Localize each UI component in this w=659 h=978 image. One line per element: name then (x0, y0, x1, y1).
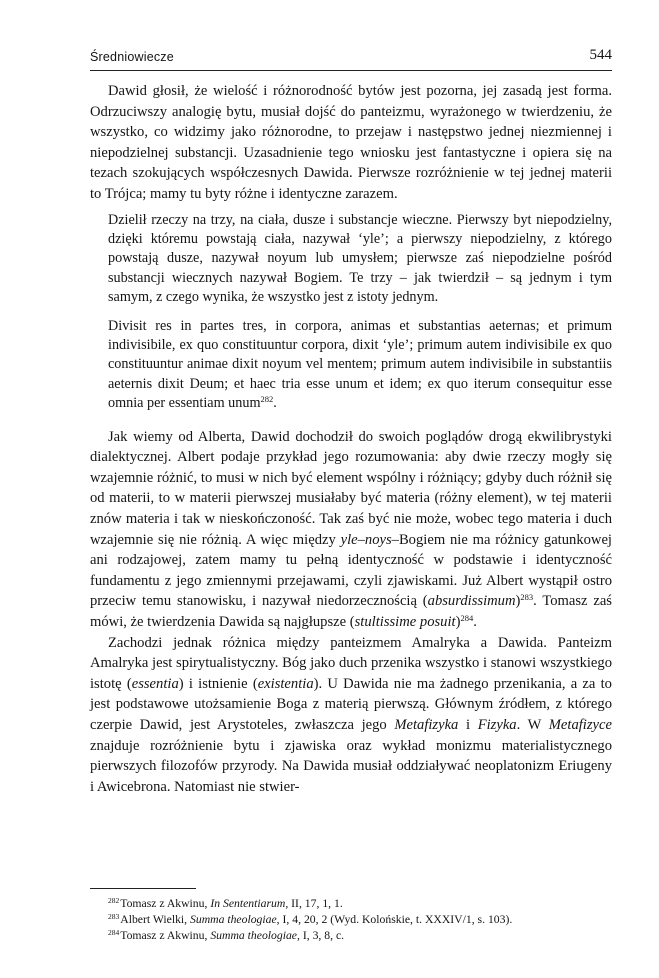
footnote-ref-283[interactable]: 283 (520, 592, 534, 603)
p2-text-d: . Tomasz zaś mówi, że twierdzenia Dawida są najgłupsze ( (90, 593, 612, 630)
footnote-283 (90, 912, 612, 928)
p3-text-d: i (458, 716, 478, 733)
main-text (90, 81, 612, 797)
footnote-title: In Sententiarum (210, 897, 286, 910)
page (90, 44, 612, 797)
quote-latin-text: Divisit res in partes tres, in corpora, animas et substantias aeternas; et primum indivisibile, ex quo constituuntur corpora, dixit ‘yle’; primum autem indivisibile ex quo constituuntur animae dixit noyum vel mentem; primum autem indivisibile in substantiis aeternis dixit Deum; et haec tria esse unum et idem; ex quo iterum consequitur esse omnia per essentiam unum (108, 317, 612, 412)
p3-text-f: znajduje rozróżnienie bytu i zjawiska oraz wykład monizmu materialistycznego pierwszych filozofów przyrody. Na Dawida musiał oddziaływać neoplatonizm Eriugeny i Awicebrona. Natomiast nie stwier- (90, 737, 612, 795)
footnote-number: 284 (108, 928, 120, 937)
footnote-284 (90, 928, 612, 944)
term-existentia: existentia (257, 675, 314, 692)
title-metafizyka: Metafizyka (394, 716, 459, 733)
term-absurdissimum: absurdissimum (427, 593, 516, 610)
p2-text-f: . (473, 613, 477, 630)
footnote-author: Tomasz z Akwinu, (120, 897, 211, 910)
p2-text-b: –Bogiem nie ma różnicy gatunkowej ani rodzajowej, zatem mamy tu pełną identyczność w podstawie i identyczność fundamentu z jego zmiennymi przejawami, czyli zjawiskami. Już Albert wystąpił ostro przeciw temu stanowisku, i nazywał niedorzecznością ( (90, 531, 612, 610)
running-title: Średniowiecze (90, 50, 174, 64)
footnote-title: Summa theologiae (190, 913, 277, 926)
title-metafizyce: Metafizyce (548, 716, 612, 733)
footnote-title: Summa theologiae (210, 929, 297, 942)
paragraph-1: Dawid głosił, że wielość i różnorodność bytów jest pozorna, jej zasadą jest forma. Odrzuciwszy analogię bytu, musiał dojść do panteizmu, wyrażonego w twierdzeniu, że wszystko, co widzimy jako różnorodne, to przejaw i następstwo jednej niezmiennej i niepodzielnej substancji. Uzasadnienie tego wniosku jest fantastyczne i opiera się na tezach szokujących współczesnych Dawida. Pierwsze rozróżnienie w tej jednej materii to Trójca; mamy tu byty różne i identyczne zarazem. (90, 83, 612, 202)
p3-text-c: ). U Dawida nie ma żadnego przenikania, a za to jest podstawowe utożsamienie Boga z materią pierwszą. Głównym źródłem, z którego czerpie Dawid, jest Arystoteles, zwłaszcza jego (90, 675, 612, 733)
paragraph-3 (90, 633, 612, 798)
block-quote (108, 211, 612, 414)
p3-text-e: . W (516, 716, 549, 733)
footnote-separator (90, 888, 196, 889)
paragraph-2 (90, 427, 612, 633)
footnote-number: 282 (108, 896, 120, 905)
footnotes (90, 896, 612, 944)
footnote-number: 283 (108, 912, 120, 921)
p3-text-a: Zachodzi jednak różnica między panteizmem Amalryka a Dawida. Panteizm Amalryka jest spirytualistyczny. Bóg jako duch przenika wszystko i stanowi wszystkiego istotę ( (90, 634, 612, 692)
footnote-locator: , I, 4, 20, 2 (Wyd. Kolońskie, t. XXXIV/1, s. 103). (276, 913, 513, 926)
footnote-ref-284[interactable]: 284 (460, 612, 474, 623)
p2-text-a: Jak wiemy od Alberta, Dawid dochodził do swoich poglądów drogą ekwilibrystyki dialektycznej. Albert podaje przykład jego rozumowania: aby dwie rzeczy mogły się wzajemnie różnić, to musi w nich być element wspólny i różniący; gdyby duch różnił się od materii, to w materii pierwszej musiałaby być materia (różny element), w tej materii znów materia i tak w nieskończoność. Tak zaś być nie może, wobec tego materia i duch wzajemnie się nie różnią. A więc między (90, 428, 612, 548)
p2-text-e: ) (455, 613, 461, 630)
running-header (90, 44, 612, 71)
page-number: 544 (589, 47, 612, 63)
term-yle-noys: yle–noys (340, 531, 392, 548)
footnote-locator: , II, 17, 1, 1. (285, 897, 343, 910)
term-stultissime: stultissime posuit (354, 613, 456, 630)
p2-text-c: ) (515, 593, 521, 610)
footnote-author: Tomasz z Akwinu, (120, 929, 211, 942)
quote-polish: Dzielił rzeczy na trzy, na ciała, dusze i substancje wieczne. Pierwszy byt niepodzielny, dzięki któremu powstają ciała, nazywał ‘yle’; a pierwszy niepodzielny, z którego powstają dusze, nazywał noyum lub umysłem; pierwsze zaś niepodzielne pośród substancji wiecznych nazywał Bogiem. Te trzy – jak twierdził – są jednym i tym samym, z czego wynika, że wszystko jest z istoty jednym. (108, 211, 612, 306)
title-fizyka: Fizyka (477, 716, 517, 733)
quote-latin: Divisit res in partes tres, in corpora, animas et substantias aeternas; et primum indivisibile, ex quo constituuntur corpora, dixit ‘yle’; primum autem indivisibile ex quo constituuntur animae dixit noyum vel mentem; primum autem indivisibile in substantiis aeternis dixit Deum; et haec tria esse unum et idem; ex quo iterum consequitur esse omnia per essentiam unum$^{282}$. (108, 317, 612, 412)
p3-text-b: ) i istnienie ( (178, 675, 258, 692)
footnote-author: Albert Wielki, (120, 913, 190, 926)
footnote-282 (90, 896, 612, 912)
footnote-locator: , I, 3, 8, c. (297, 929, 345, 942)
footnote-ref-282[interactable]: 282 (260, 394, 274, 405)
term-essentia: essentia (131, 675, 179, 692)
